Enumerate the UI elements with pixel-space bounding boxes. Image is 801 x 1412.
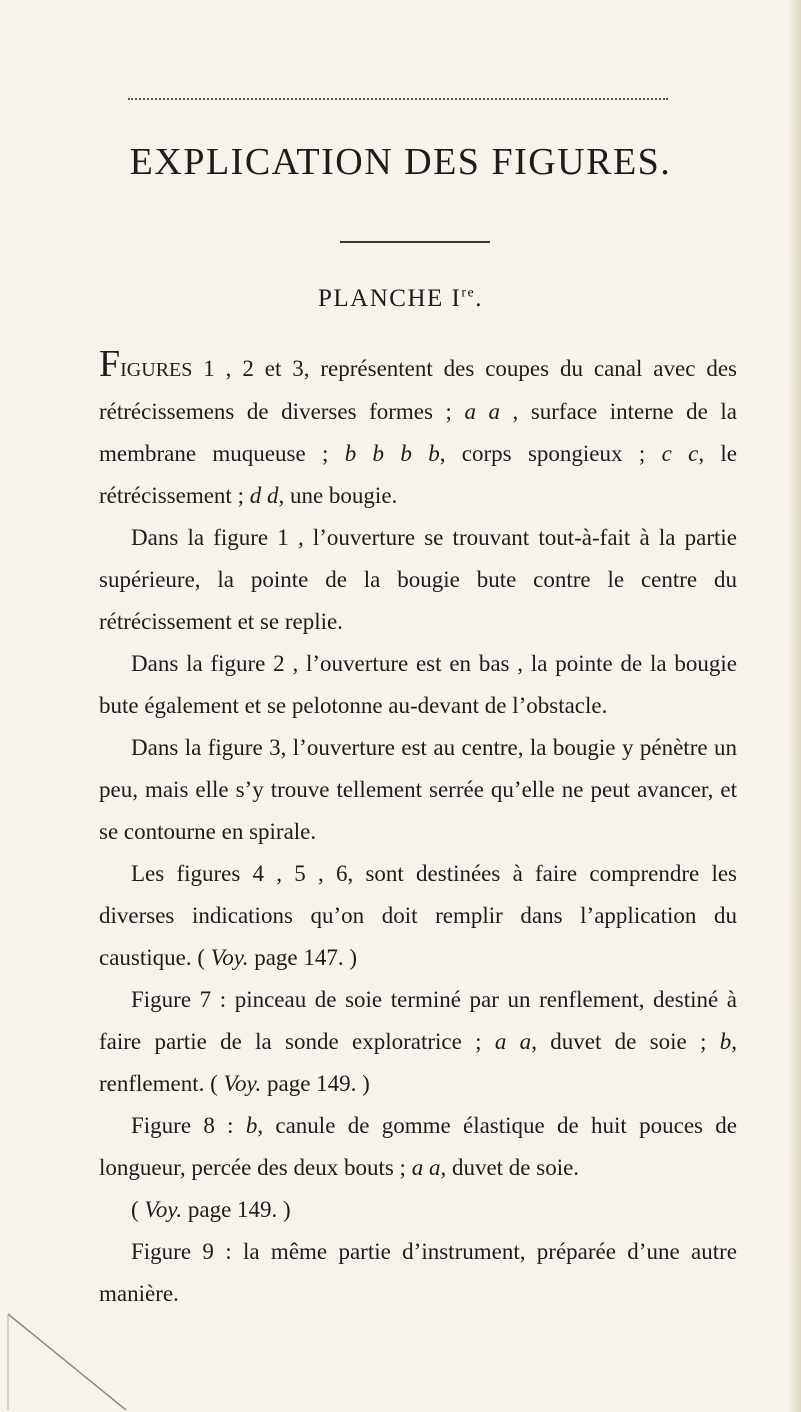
text-run: , canule de gomme élastique de huit pouces de longueur, percée des deux bouts ; — [99, 1113, 737, 1180]
plate-heading — [0, 285, 801, 313]
plate-heading-suffix: re — [461, 285, 476, 301]
page-corner-fold-icon — [0, 1310, 130, 1412]
paragraph-figures-1-2-3 — [99, 343, 738, 517]
voy-reference: Voy. — [210, 945, 249, 970]
italic-label: a a — [464, 399, 500, 424]
text-run: Figure 7 : pinceau de soie terminé par un renflement, destiné à faire partie de la sonde exploratrice ; — [99, 987, 737, 1054]
drop-cap: F — [99, 343, 121, 385]
title-divider — [340, 241, 490, 243]
text-run: , surface interne de la membrane muqueuse ; — [99, 399, 738, 466]
text-run: , une bougie. — [278, 483, 398, 508]
text-run: , le rétrécissement ; — [99, 441, 737, 508]
text-run: , duvet de soie. — [440, 1155, 580, 1180]
plate-heading-end: . — [475, 285, 483, 312]
text-run: , duvet de soie ; — [531, 1029, 720, 1054]
paragraph-figure-7 — [99, 979, 737, 1105]
text-run: Les figures 4 , 5 , 6, sont destinées à faire comprendre les diverses indications qu’on doit remplir dans l’application du caustique. ( — [99, 861, 737, 970]
page-edge-shadow — [787, 0, 801, 1412]
text-run: , renflement. ( — [99, 1029, 738, 1096]
text-run: ( — [131, 1197, 145, 1222]
text-run: 1 , 2 et 3, représentent des coupes du canal avec des rétrécissemens de diverses formes ; — [99, 356, 737, 424]
italic-label: b — [719, 1029, 732, 1054]
paragraph-figures-4-5-6 — [99, 853, 737, 979]
italic-label: c c — [661, 441, 699, 466]
voy-reference: Voy. — [144, 1197, 183, 1222]
voy-reference: Voy. — [223, 1071, 262, 1096]
page-title: EXPLICATION DES FIGURES. — [129, 141, 672, 183]
text-run: Figure 8 : — [131, 1113, 246, 1138]
plate-heading-main: PLANCHE I — [318, 285, 462, 312]
paragraph-figure-9: Figure 9 : la même partie d’instrument, préparée d’une autre manière. — [99, 1239, 737, 1306]
italic-label: a a — [494, 1029, 532, 1054]
figure-explanations — [99, 343, 738, 1315]
italic-label: b b b b — [344, 441, 440, 466]
text-run: page 149. ) — [261, 1071, 370, 1096]
lead-word: IGURES — [120, 359, 193, 381]
italic-label: d d — [249, 483, 279, 508]
paragraph-figure-8 — [99, 1105, 737, 1189]
paragraph-figure-8-reference — [99, 1189, 737, 1231]
italic-label: b — [245, 1113, 258, 1138]
paragraph-figure-2: Dans la figure 2 , l’ouverture est en bas , la pointe de la bougie bute également et se pelotonne au-devant de l’obstacle. — [99, 651, 737, 718]
italic-label: a a — [411, 1155, 441, 1180]
paragraph-figure-1: Dans la figure 1 , l’ouverture se trouvant tout-à-fait à la partie supérieure, la pointe de la bougie bute contre le centre du rétrécissement et se replie. — [99, 525, 737, 634]
paragraph-figure-3: Dans la figure 3, l’ouverture est au centre, la bougie y pénètre un peu, mais elle s’y trouve tellement serrée qu’elle ne peut avancer, et se contourne en spirale. — [99, 735, 737, 844]
text-run: page 149. ) — [182, 1197, 291, 1222]
text-run: , corps spongieux ; — [439, 441, 662, 466]
text-run: page 147. ) — [248, 945, 358, 970]
top-dotted-rule — [128, 98, 668, 100]
